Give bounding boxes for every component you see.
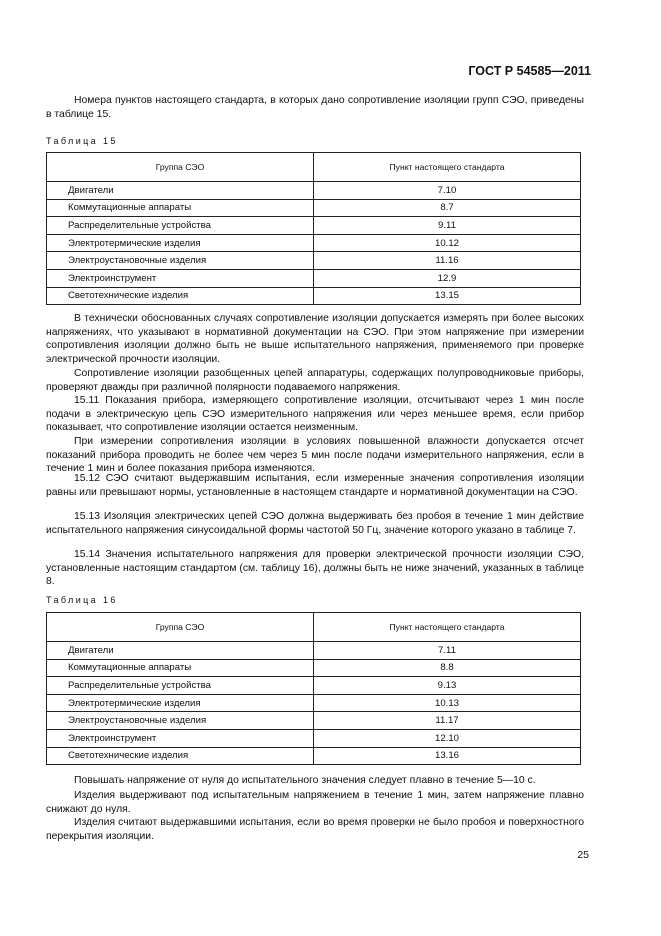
- table-row: [47, 694, 581, 712]
- group-cell: Двигатели: [47, 642, 314, 660]
- table-row: [47, 252, 581, 270]
- clause-cell: 13.15: [314, 287, 581, 305]
- clause-cell: 10.13: [314, 694, 581, 712]
- paragraph-15-11: 15.11 Показания прибора, измеряющего сопротивление изоляции, отсчитывают через 1 мин после подачи в электрическую цепь СЭО измерительного напряжения или через меньшее время, если прибор показывает, что сопротивление изоляции остается неизменным.: [46, 395, 584, 434]
- table-15: [46, 152, 581, 305]
- clause-cell: 13.16: [314, 747, 581, 765]
- column-header-clause: Пункт настоящего стандарта: [314, 153, 581, 182]
- clause-cell: 8.7: [314, 199, 581, 217]
- clause-cell: 9.13: [314, 677, 581, 695]
- paragraph-15-14: 15.14 Значения испытательного напряжения для проверки электрической прочности изоляции СЭО, установленные настоящим стандартом (см. таблицу 16), должны быть не ниже значений, указанных в таблице 8.: [46, 549, 584, 588]
- group-cell: Электроинструмент: [47, 269, 314, 287]
- group-cell: Коммутационные аппараты: [47, 199, 314, 217]
- clause-cell: 7.11: [314, 642, 581, 660]
- table-row: [47, 234, 581, 252]
- clause-cell: 10.12: [314, 234, 581, 252]
- clause-cell: 11.16: [314, 252, 581, 270]
- paragraph-15-13: 15.13 Изоляция электрических цепей СЭО должна выдерживать без пробоя в течение 1 мин действие испытательного напряжения синусоидальной формы частотой 50 Гц, значение которого указано в таблице 7.: [46, 511, 584, 536]
- clause-cell: 12.9: [314, 269, 581, 287]
- table-row: [47, 287, 581, 305]
- group-cell: Распределительные устройства: [47, 217, 314, 235]
- paragraph-semiconductor: Сопротивление изоляции разобщенных цепей аппаратуры, содержащих полупроводниковые приборы, проверяют дважды при различной полярности подаваемого напряжения.: [46, 368, 584, 393]
- column-header-clause: Пункт настоящего стандарта: [314, 613, 581, 642]
- intro-paragraph: Номера пунктов настоящего стандарта, в которых дано сопротивление изоляции групп СЭО, приведены в таблице 15.: [46, 95, 584, 120]
- paragraph-pass-criteria: Изделия считают выдержавшими испытания, если во время проверки не было пробоя и поверхностного перекрытия изоляции.: [46, 817, 584, 842]
- group-cell: Коммутационные аппараты: [47, 659, 314, 677]
- table-row: [47, 729, 581, 747]
- table-row: [47, 642, 581, 660]
- table-row: [47, 712, 581, 730]
- group-cell: Светотехнические изделия: [47, 747, 314, 765]
- table-row: [47, 659, 581, 677]
- clause-cell: 9.11: [314, 217, 581, 235]
- table-16-caption: Таблица 16: [46, 595, 118, 605]
- page-number: 25: [577, 849, 589, 861]
- table-row: [47, 182, 581, 200]
- column-header-group: Группа СЭО: [47, 153, 314, 182]
- paragraph-15-12: 15.12 СЭО считают выдержавшим испытания, если измеренные значения сопротивления изоляции равны или превышают нормы, установленные в настоящем стандарте и нормативной документации на СЭО.: [46, 473, 584, 498]
- document-header: ГОСТ Р 54585—2011: [468, 64, 591, 78]
- group-cell: Электроустановочные изделия: [47, 252, 314, 270]
- group-cell: Электроинструмент: [47, 729, 314, 747]
- table-row: [47, 269, 581, 287]
- table-header-row: [47, 613, 581, 642]
- group-cell: Распределительные устройства: [47, 677, 314, 695]
- paragraph-hold-time: Изделия выдерживают под испытательным напряжением в течение 1 мин, затем напряжение плавно снижают до нуля.: [46, 790, 584, 815]
- clause-cell: 7.10: [314, 182, 581, 200]
- group-cell: Электротермические изделия: [47, 234, 314, 252]
- clause-cell: 8.8: [314, 659, 581, 677]
- clause-cell: 11.17: [314, 712, 581, 730]
- group-cell: Двигатели: [47, 182, 314, 200]
- paragraph-voltage-rise: Повышать напряжение от нуля до испытательного значения следует плавно в течение 5—10 с.: [74, 775, 536, 786]
- table-header-row: [47, 153, 581, 182]
- group-cell: Электроустановочные изделия: [47, 712, 314, 730]
- paragraph-high-voltage: В технически обоснованных случаях сопротивление изоляции допускается измерять при более высоких напряжениях, что указывают в нормативной документации на СЭО. При этом напряжение при измерении сопротивления изоляции должно быть не выше испытательного напряжения, применяемого при проверке электрической прочности изоляции.: [46, 313, 584, 365]
- table-16: [46, 612, 581, 765]
- column-header-group: Группа СЭО: [47, 613, 314, 642]
- group-cell: Электротермические изделия: [47, 694, 314, 712]
- paragraph-humidity: При измерении сопротивления изоляции в условиях повышенной влажности допускается отсчет показаний прибора проводить не более чем через 5 мин после подачи измерительного напряжения, если в течение 1 мин и более показания прибора изменяются.: [46, 436, 584, 475]
- group-cell: Светотехнические изделия: [47, 287, 314, 305]
- table-row: [47, 199, 581, 217]
- table-row: [47, 747, 581, 765]
- clause-cell: 12.10: [314, 729, 581, 747]
- table-15-caption: Таблица 15: [46, 136, 118, 146]
- table-row: [47, 677, 581, 695]
- table-row: [47, 217, 581, 235]
